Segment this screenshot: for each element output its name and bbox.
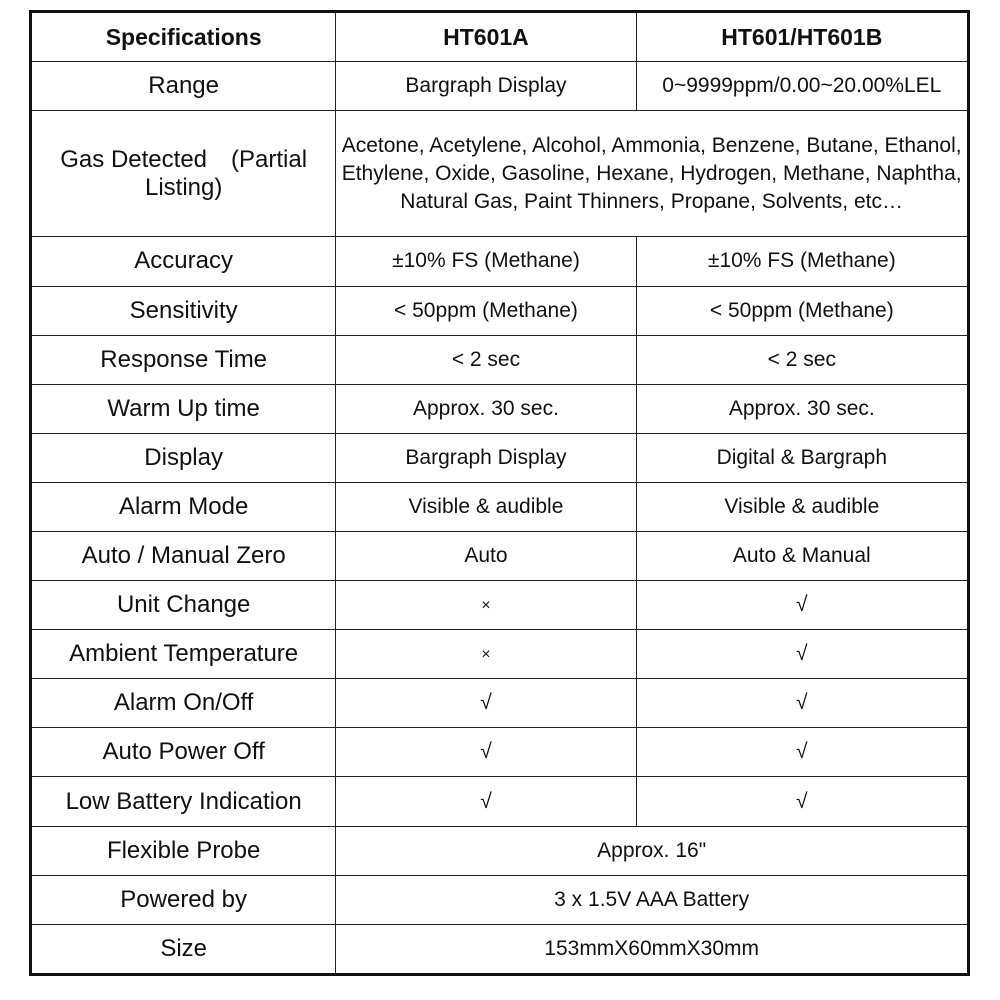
- table-row-auto-power-off: [31, 728, 969, 777]
- ht601b-value: ±10% FS (Methane): [636, 237, 968, 286]
- ht601a-cross-mark: [336, 581, 636, 630]
- ht601a-value: < 50ppm (Methane): [336, 286, 636, 335]
- table-row-display: [31, 433, 969, 482]
- table-row-sensitivity: [31, 286, 969, 335]
- check-icon: √: [796, 789, 808, 813]
- row-label: Auto Power Off: [31, 728, 336, 777]
- ht601a-check-mark: [336, 728, 636, 777]
- ht601b-value: Auto & Manual: [636, 532, 968, 581]
- ht601b-check-mark: [636, 777, 968, 826]
- ht601a-value: Visible & audible: [336, 482, 636, 531]
- shared-value: 153mmX60mmX30mm: [336, 924, 969, 974]
- gas-list-value: Acetone, Acetylene, Alcohol, Ammonia, Benzene, Butane, Ethanol, Ethylene, Oxide, Gasoline, Hexane, Hydrogen, Methane, Naphtha, Natural Gas, Paint Thinners, Propane, Solvents, etc…: [336, 111, 969, 237]
- cross-icon: ×: [481, 597, 491, 615]
- table-row-alarm-on-off: [31, 679, 969, 728]
- table-row-ambient-temperature: [31, 630, 969, 679]
- ht601b-check-mark: [636, 728, 968, 777]
- table-row-range: [31, 62, 969, 111]
- ht601b-value: Digital & Bargraph: [636, 433, 968, 482]
- row-label: Low Battery Indication: [31, 777, 336, 826]
- ht601a-check-mark: [336, 679, 636, 728]
- check-icon: √: [480, 740, 492, 764]
- check-icon: √: [796, 642, 808, 666]
- row-label: Ambient Temperature: [31, 630, 336, 679]
- ht601a-value: Bargraph Display: [336, 62, 636, 111]
- row-label: Size: [31, 924, 336, 974]
- row-label-line-1: Gas Detected (Partial: [60, 145, 308, 173]
- check-icon: √: [480, 691, 492, 715]
- ht601b-value: Approx. 30 sec.: [636, 384, 968, 433]
- ht601b-value: Visible & audible: [636, 482, 968, 531]
- table-row-size: [31, 924, 969, 974]
- check-icon: √: [796, 593, 808, 617]
- table-row-alarm-mode: [31, 482, 969, 531]
- row-label: Range: [31, 62, 336, 111]
- table-row-warm-up-time: [31, 384, 969, 433]
- ht601a-value: Approx. 30 sec.: [336, 384, 636, 433]
- header-ht601-ht601b: HT601/HT601B: [636, 12, 968, 62]
- row-label-line-2: Listing): [144, 173, 223, 201]
- row-label: Flexible Probe: [31, 826, 336, 875]
- shared-value: 3 x 1.5V AAA Battery: [336, 875, 969, 924]
- ht601a-value: < 2 sec: [336, 335, 636, 384]
- check-icon: √: [480, 789, 492, 813]
- table-row-unit-change: [31, 581, 969, 630]
- header-specifications: Specifications: [31, 12, 336, 62]
- table-row-powered-by: [31, 875, 969, 924]
- header-ht601a: HT601A: [336, 12, 636, 62]
- table-row-accuracy: [31, 237, 969, 286]
- ht601a-cross-mark: [336, 630, 636, 679]
- specifications-table: [29, 10, 970, 976]
- ht601b-check-mark: [636, 581, 968, 630]
- row-label: Auto / Manual Zero: [31, 532, 336, 581]
- ht601a-check-mark: [336, 777, 636, 826]
- ht601a-value: Auto: [336, 532, 636, 581]
- ht601b-check-mark: [636, 630, 968, 679]
- table-row-low-battery-indication: [31, 777, 969, 826]
- check-icon: √: [796, 740, 808, 764]
- row-label: Response Time: [31, 335, 336, 384]
- row-label: Sensitivity: [31, 286, 336, 335]
- check-icon: √: [796, 691, 808, 715]
- table-row-response-time: [31, 335, 969, 384]
- row-label: Unit Change: [31, 581, 336, 630]
- row-label: [31, 111, 336, 237]
- ht601a-value: ±10% FS (Methane): [336, 237, 636, 286]
- row-label: Alarm On/Off: [31, 679, 336, 728]
- table-header-row: [31, 12, 969, 62]
- ht601b-value: < 2 sec: [636, 335, 968, 384]
- row-label: Powered by: [31, 875, 336, 924]
- table-row-flexible-probe: [31, 826, 969, 875]
- table-row-gas-detected: [31, 111, 969, 237]
- row-label: Alarm Mode: [31, 482, 336, 531]
- table-row-auto-manual-zero: [31, 532, 969, 581]
- row-label: Display: [31, 433, 336, 482]
- ht601a-value: Bargraph Display: [336, 433, 636, 482]
- ht601b-value: 0~9999ppm/0.00~20.00%LEL: [636, 62, 968, 111]
- row-label: Warm Up time: [31, 384, 336, 433]
- ht601b-check-mark: [636, 679, 968, 728]
- row-label: Accuracy: [31, 237, 336, 286]
- shared-value: Approx. 16": [336, 826, 969, 875]
- ht601b-value: < 50ppm (Methane): [636, 286, 968, 335]
- cross-icon: ×: [481, 646, 491, 664]
